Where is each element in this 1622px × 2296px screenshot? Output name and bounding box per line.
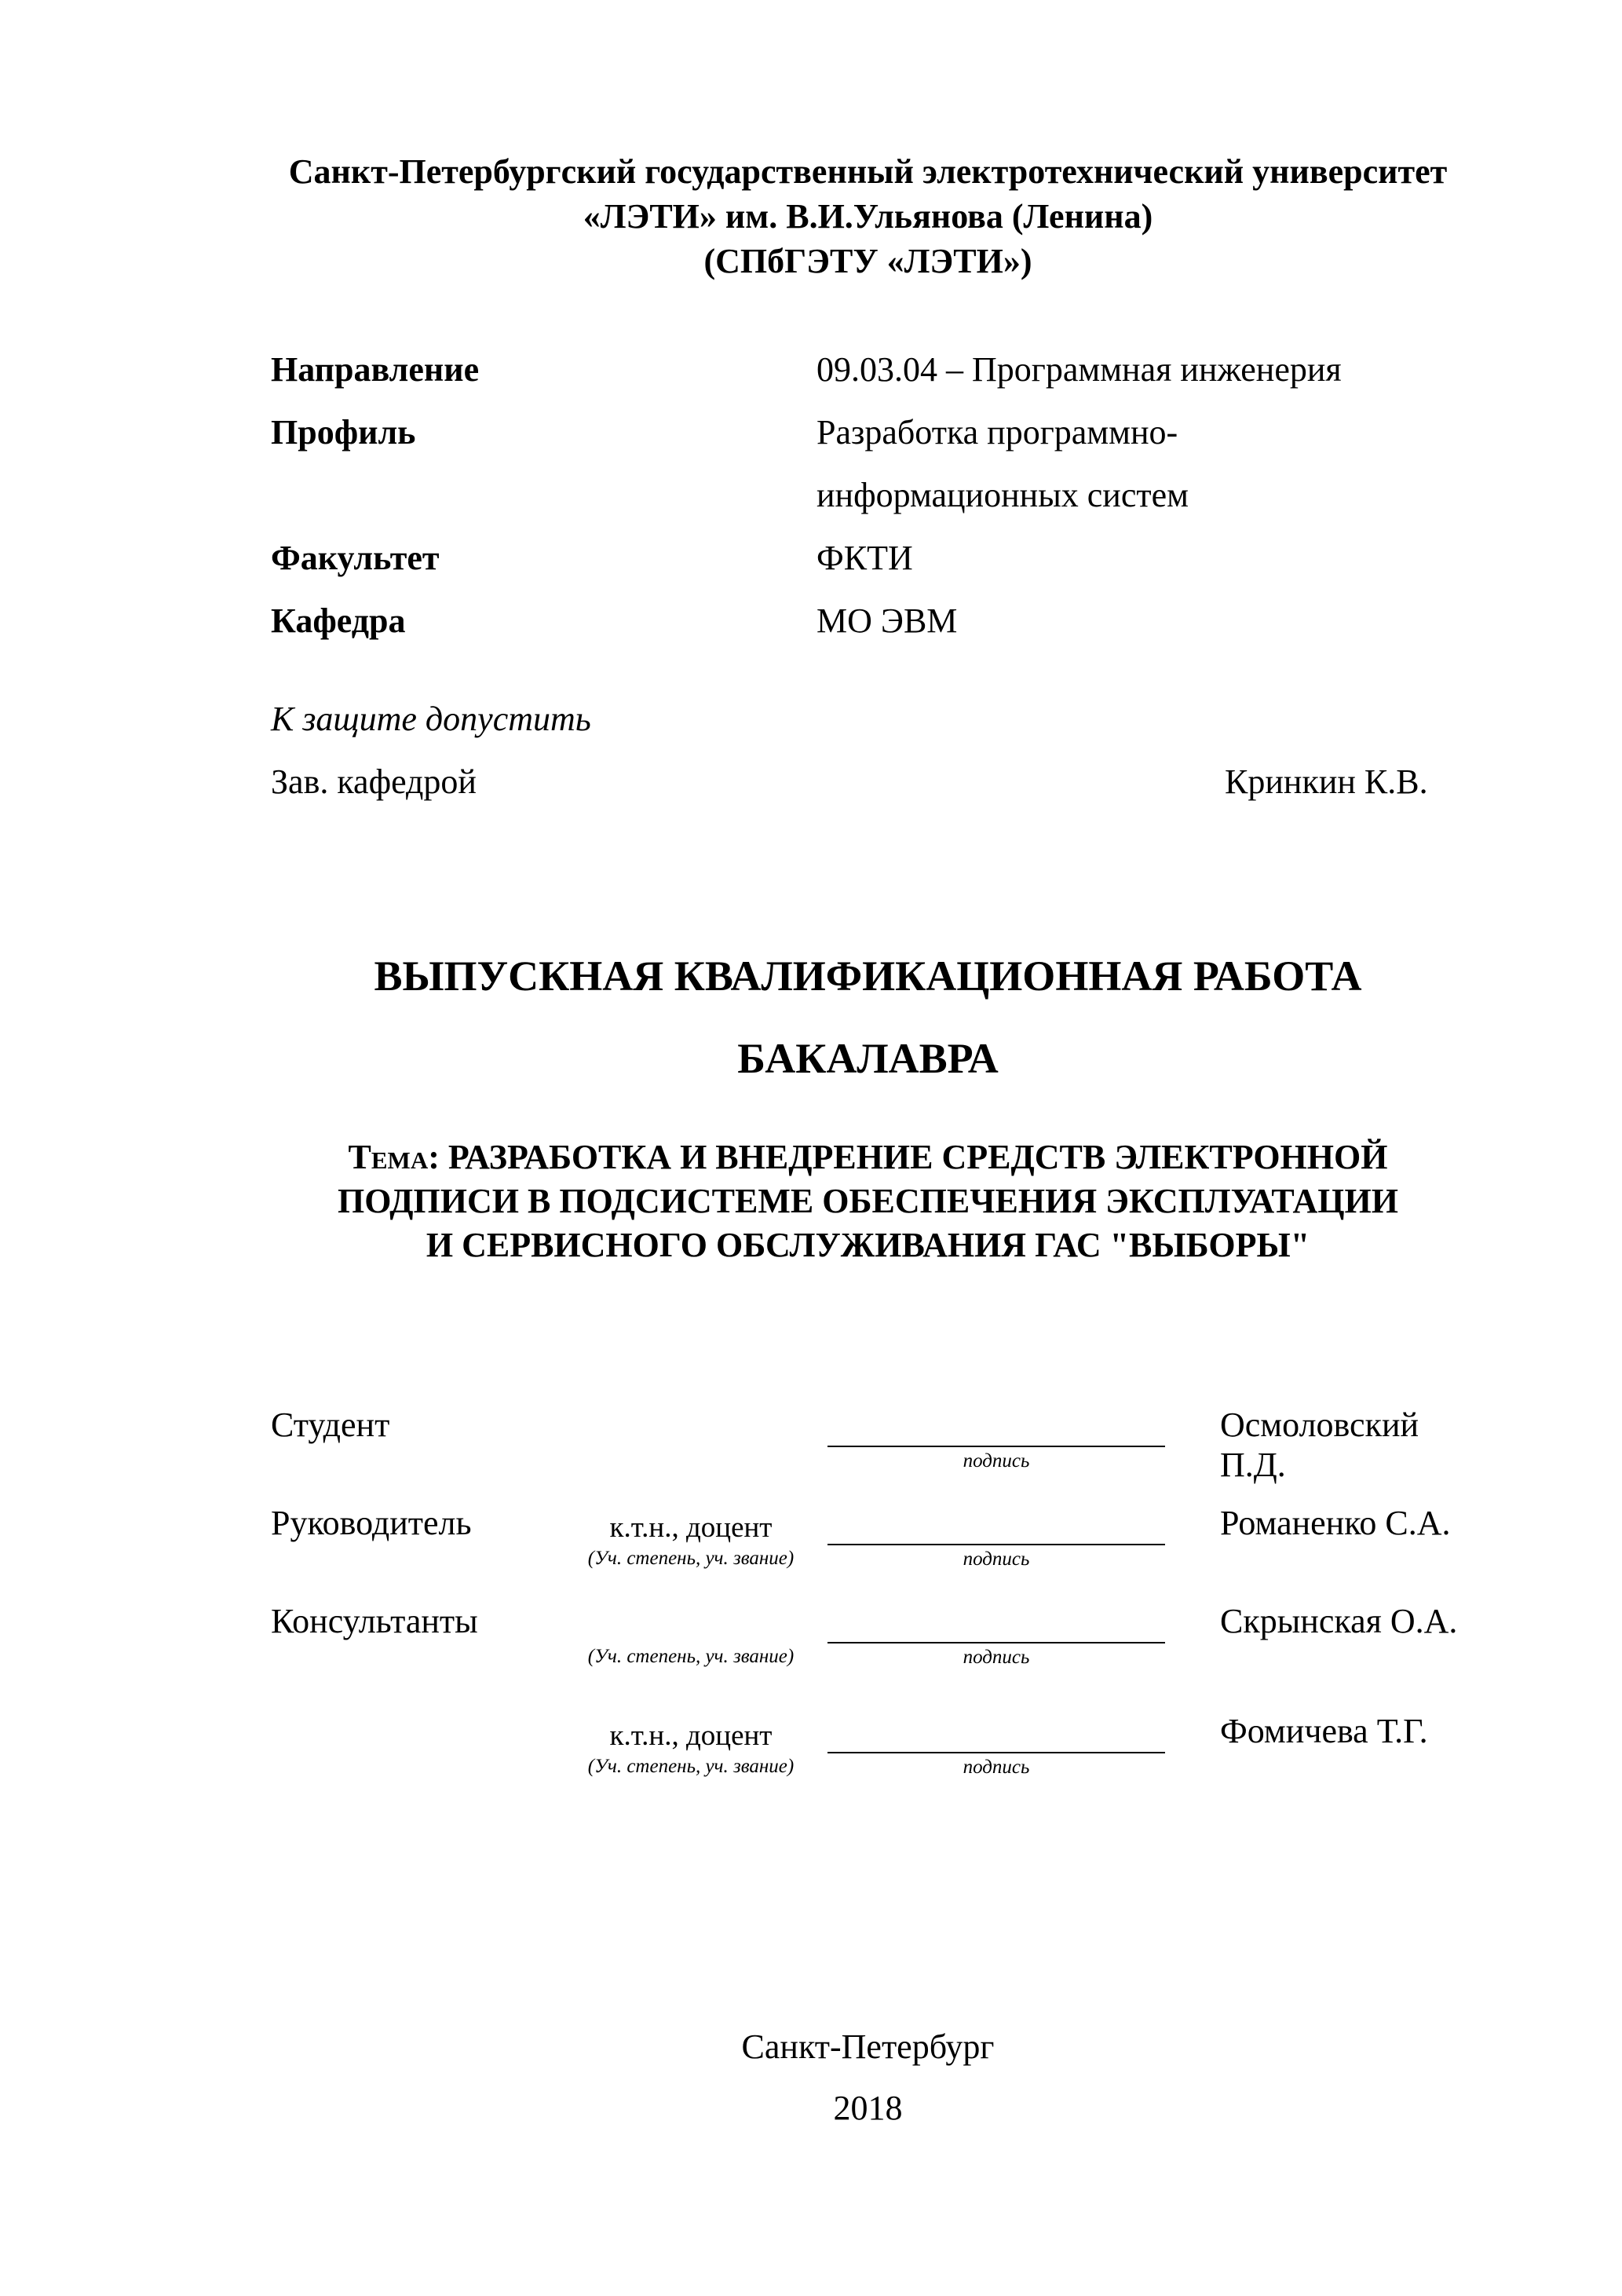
field-label: Факультет	[271, 539, 440, 577]
work-title	[271, 935, 1465, 1100]
admission-statement: К защите допустить	[271, 700, 591, 738]
degree-caption: (Уч. степень, уч. звание)	[587, 1548, 795, 1569]
field-label: Профиль	[271, 413, 416, 452]
work-title-line: ВЫПУСКНАЯ КВАЛИФИКАЦИОННАЯ РАБОТА	[374, 952, 1362, 1000]
field-value-line: ФКТИ	[816, 539, 913, 577]
head-of-department-label: Зав. кафедрой	[271, 762, 477, 801]
field-value-line: информационных систем	[816, 476, 1189, 514]
year: 2018	[833, 2089, 903, 2127]
thesis-theme	[271, 1135, 1465, 1267]
program-fields	[271, 338, 1465, 653]
field-row-department	[271, 590, 1465, 653]
field-value	[816, 590, 1465, 653]
work-title-line: БАКАЛАВРА	[737, 1035, 999, 1082]
signature-degree: к.т.н., доцент	[609, 1512, 773, 1544]
signature-row-consultant-1	[271, 1601, 1465, 1699]
thesis-theme-line: Тема: РАЗРАБОТКА И ВНЕДРЕНИЕ СРЕДСТВ ЭЛЕКТРОННОЙ	[348, 1138, 1388, 1176]
signature-role: Консультанты	[271, 1602, 478, 1640]
field-value-line: МО ЭВМ	[816, 601, 958, 640]
thesis-theme-line: ПОДПИСИ В ПОДСИСТЕМЕ ОБЕСПЕЧЕНИЯ ЭКСПЛУАТАЦИИ	[338, 1182, 1398, 1220]
field-value	[816, 401, 1465, 527]
thesis-theme-line: И СЕРВИСНОГО ОБСЛУЖИВАНИЯ ГАС "ВЫБОРЫ"	[426, 1226, 1310, 1264]
signature-row-supervisor	[271, 1503, 1465, 1601]
signature-name: Фомичева Т.Г.	[1220, 1712, 1428, 1750]
field-row-faculty	[271, 527, 1465, 590]
field-value-line: 09.03.04 – Программная инженерия	[816, 350, 1342, 389]
signature-role: Руководитель	[271, 1504, 472, 1542]
field-row-profile	[271, 401, 1465, 527]
university-name-line: Санкт-Петербургский государственный электротехнический университет	[288, 152, 1448, 191]
university-header	[271, 149, 1465, 283]
field-label: Кафедра	[271, 601, 406, 640]
signature-section	[271, 1405, 1465, 1820]
admission-block	[271, 688, 1465, 813]
field-value-line: Разработка программно-	[816, 413, 1178, 452]
admission-row	[271, 751, 1465, 813]
head-of-department-name: Кринкин К.В.	[1225, 762, 1428, 801]
signature-line	[827, 1642, 1165, 1643]
city: Санкт-Петербург	[741, 2027, 995, 2066]
signature-name: Скрынская О.А.	[1220, 1602, 1458, 1640]
degree-caption: (Уч. степень, уч. звание)	[587, 1756, 795, 1777]
signature-name: Осмоловский П.Д.	[1220, 1406, 1419, 1484]
field-row-direction	[271, 338, 1465, 401]
field-value	[816, 338, 1465, 401]
signature-line	[827, 1752, 1165, 1753]
signature-caption: подпись	[963, 1548, 1030, 1570]
signature-degree: к.т.н., доцент	[609, 1720, 773, 1752]
university-abbreviation: (СПбГЭТУ «ЛЭТИ»)	[703, 242, 1032, 280]
signature-row-student	[271, 1405, 1465, 1503]
degree-caption: (Уч. степень, уч. звание)	[587, 1646, 795, 1667]
signature-line	[827, 1446, 1165, 1447]
signature-role: Студент	[271, 1406, 390, 1444]
signature-name: Романенко С.А.	[1220, 1504, 1451, 1542]
university-name-line: «ЛЭТИ» им. В.И.Ульянова (Ленина)	[583, 197, 1153, 236]
footer	[271, 2016, 1465, 2139]
field-value	[816, 527, 1465, 590]
field-label: Направление	[271, 350, 480, 389]
signature-caption: подпись	[963, 1757, 1030, 1778]
signature-line	[827, 1544, 1165, 1545]
signature-caption: подпись	[963, 1647, 1030, 1668]
signature-row-consultant-2	[271, 1711, 1465, 1820]
signature-caption: подпись	[963, 1450, 1030, 1472]
